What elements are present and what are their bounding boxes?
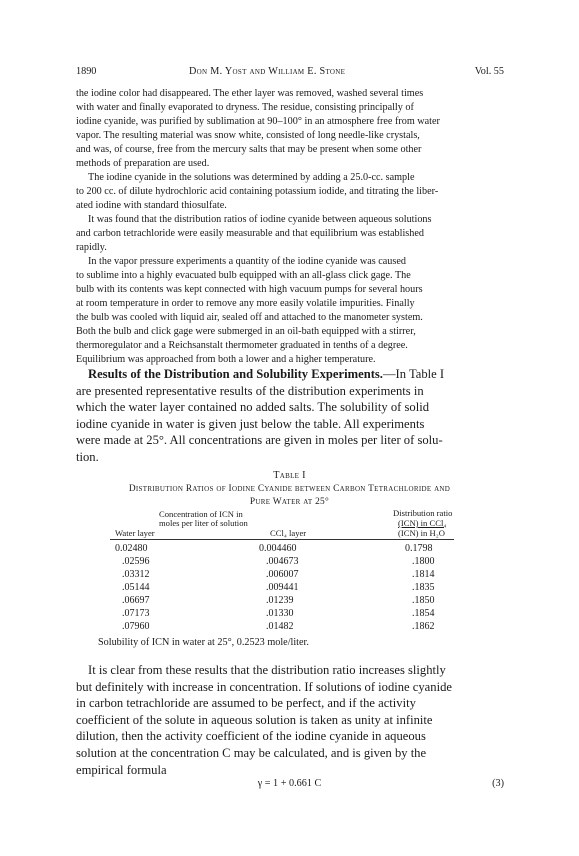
header-ratio-numerator: (ICN) in CCl₄: [398, 518, 447, 528]
header-ratio-denominator: (ICN) in H₂O: [398, 528, 445, 538]
cell-ratio: .1850: [412, 595, 435, 606]
text-line: are presented representative results of the distribution experiments in: [76, 383, 424, 398]
cell-ratio: 0.1798: [405, 543, 433, 554]
cell-ratio: .1814: [412, 569, 435, 580]
paragraph-determination: [76, 171, 504, 213]
running-head-authors: Don M. Yost and William E. Stone: [189, 66, 346, 77]
table-rule: [110, 539, 454, 540]
cell-ratio: .1800: [412, 556, 435, 567]
text-line: solution at the concentration C may be calculated, and is given by the: [76, 745, 427, 760]
volume-label: Vol. 55: [474, 66, 504, 77]
equation-number: (3): [492, 778, 504, 789]
text-line: ated iodine with standard thiosulfate.: [76, 200, 227, 211]
text-line: and was, of course, free from the mercury salts that may be present when some other: [76, 144, 422, 155]
text-line: The iodine cyanide in the solutions was determined by adding a 25.0-cc. sample: [88, 172, 415, 183]
text-line: the bulb was cooled with liquid air, sealed off and attached to the manometer system.: [76, 312, 423, 323]
text-line: in carbon tetrachloride are assumed to be perfect, and if the activity: [76, 696, 416, 711]
page-number: 1890: [76, 66, 97, 77]
text-line: to sublime into a highly evacuated bulb equipped with an all-glass click gage. The: [76, 270, 411, 281]
cell-water: .07173: [122, 608, 150, 619]
text-line: which the water layer contained no added salts. The solubility of solid: [76, 400, 430, 415]
cell-water: .05144: [122, 582, 150, 593]
paragraph-preparation: [76, 87, 504, 171]
section-heading: Results of the Distribution and Solubility Experiments.: [88, 367, 383, 381]
cell-water: .06697: [122, 595, 150, 606]
cell-water: .07960: [122, 621, 150, 632]
table-label: Table I: [273, 470, 306, 481]
text-line: empirical formula: [76, 762, 167, 777]
cell-ratio: .1862: [412, 621, 435, 632]
text-line: iodine cyanide, was purified by sublimation at 90–100° in an atmosphere free from water: [76, 116, 440, 127]
table-caption-line: Pure Water at 25°: [249, 497, 330, 507]
text-line: at room temperature in order to remove any more easily volatile impurities. Finally: [76, 298, 415, 309]
header-water-layer: Water layer: [115, 528, 155, 538]
cell-ccl4: .009441: [266, 582, 299, 593]
text-line: coefficient of the solute in aqueous solution is taken as unity at infinite: [76, 712, 433, 727]
text-line: iodine cyanide in water is given just below the table. All experiments: [76, 416, 425, 431]
equation: γ = 1 + 0.661 C: [257, 778, 322, 789]
cell-ccl4: .01330: [266, 608, 294, 619]
text-line: methods of preparation are used.: [76, 158, 210, 169]
text-line: to 200 cc. of dilute hydrochloric acid containing potassium iodide, and titrating the liber-: [76, 186, 439, 197]
paragraph-distribution: [76, 213, 504, 255]
solubility-note: Solubility of ICN in water at 25°, 0.2523 mole/liter.: [98, 637, 309, 648]
text-line: Equilibrium was approached from both a lower and a higher temperature.: [76, 354, 376, 365]
paragraph-activity: [76, 662, 504, 778]
cell-ccl4: .01482: [266, 621, 294, 632]
cell-ratio: .1835: [412, 582, 435, 593]
paragraph-vapor-pressure: [76, 255, 504, 367]
text-line: thermoregulator and a Reichsanstalt thermometer graduated in tenths of a degree.: [76, 340, 408, 351]
cell-ccl4: .004673: [266, 556, 299, 567]
text-line: but definitely with increase in concentration. If solutions of iodine cyanide: [76, 679, 452, 694]
cell-ccl4: 0.004460: [259, 543, 297, 554]
text-line: rapidly.: [76, 242, 107, 253]
text-line: In the vapor pressure experiments a quantity of the iodine cyanide was caused: [88, 256, 406, 267]
header-concentration: Concentration of ICN in: [159, 509, 243, 519]
cell-ccl4: .006007: [266, 569, 299, 580]
text-line: dilution, then the activity coefficient of the iodine cyanide in aqueous: [76, 729, 426, 744]
header-concentration-units: moles per liter of solution: [159, 518, 248, 528]
text-line: and carbon tetrachloride were easily measurable and that equilibrium was established: [76, 228, 424, 239]
heading-dash: —: [382, 367, 396, 381]
text-line: Both the bulb and click gage were submerged in an oil-bath equipped with a stirrer,: [76, 326, 416, 337]
section-results: [76, 366, 504, 466]
text-line: were made at 25°. All concentrations are given in moles per liter of solu-: [76, 433, 443, 448]
section-first-line: [76, 366, 504, 383]
header-ratio: Distribution ratio: [393, 508, 453, 518]
text-line: with water and finally evaporated to dryness. The residue, consisting principally of: [76, 102, 414, 113]
cell-ratio: .1854: [412, 608, 435, 619]
header-ccl4-layer: CCl₄ layer: [270, 528, 307, 538]
table-caption-line: Distribution Ratios of Iodine Cyanide between Carbon Tetrachloride and: [128, 484, 451, 494]
cell-water: .03312: [122, 569, 150, 580]
text-line: vapor. The resulting material was snow white, consisted of long needle-like crystals,: [76, 130, 420, 141]
text-line: tion.: [76, 449, 99, 464]
text-line: In Table I: [395, 367, 445, 381]
text-line: It was found that the distribution ratios of iodine cyanide between aqueous solutions: [88, 214, 432, 225]
text-line: It is clear from these results that the distribution ratio increases slightly: [88, 663, 446, 677]
cell-water: 0.02480: [115, 543, 148, 554]
text-line: bulb with its contents was kept connected with high vacuum pumps for several hours: [76, 284, 423, 295]
cell-ccl4: .01239: [266, 595, 294, 606]
text-line: the iodine color had disappeared. The ether layer was removed, washed several times: [76, 88, 424, 99]
cell-water: .02596: [122, 556, 150, 567]
